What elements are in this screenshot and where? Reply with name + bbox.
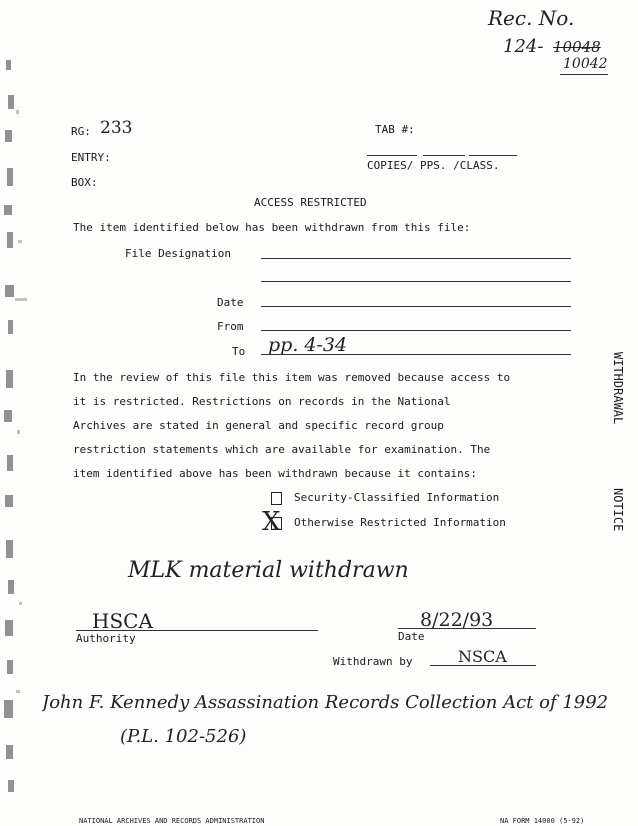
date-field-line bbox=[261, 306, 571, 307]
withdrawn-by-value: NSCA bbox=[458, 647, 507, 666]
rec-no-corrected: 10042 bbox=[563, 56, 608, 72]
security-classified-checkbox bbox=[271, 492, 282, 505]
access-restricted-title: ACCESS RESTRICTED bbox=[254, 196, 367, 209]
rg-label: RG: bbox=[71, 125, 91, 138]
authority-line bbox=[76, 630, 318, 631]
date-signed-line bbox=[398, 628, 536, 629]
pps-line bbox=[423, 155, 465, 156]
class-line bbox=[469, 155, 517, 156]
file-designation-label: File Designation bbox=[125, 247, 231, 260]
from-field-line bbox=[261, 330, 571, 331]
to-field-line bbox=[261, 354, 571, 355]
act-reference: John F. Kennedy Assassination Records Collection Act of 1992 bbox=[42, 692, 609, 713]
copies-pps-class-label: COPIES/ PPS. /CLASS. bbox=[367, 159, 500, 172]
otherwise-restricted-label: Otherwise Restricted Information bbox=[294, 516, 506, 529]
footer-agency: NATIONAL ARCHIVES AND RECORDS ADMINISTRATION bbox=[79, 817, 265, 825]
rg-value: 233 bbox=[100, 118, 133, 138]
paragraph-line-5: item identified above has been withdrawn because it contains: bbox=[73, 467, 477, 480]
from-field-label: From bbox=[217, 320, 244, 333]
copies-line bbox=[367, 155, 417, 156]
box-label: BOX: bbox=[71, 176, 98, 189]
to-field-value: pp. 4-34 bbox=[268, 334, 348, 356]
paragraph-line-2: it is restricted. Restrictions on records in the National bbox=[73, 395, 451, 408]
tab-label: TAB #: bbox=[375, 123, 415, 136]
rec-no-prefix: 124- bbox=[503, 36, 544, 57]
date-signed-label: Date bbox=[398, 630, 425, 643]
notice-stamp: NOTICE bbox=[611, 488, 625, 532]
withdrawn-by-line bbox=[430, 665, 536, 666]
scanned-edge-speckle bbox=[0, 0, 40, 826]
rec-no-struck: 10048 bbox=[553, 38, 601, 56]
date-field-label: Date bbox=[217, 296, 244, 309]
rec-no-label: Rec. No. bbox=[488, 6, 575, 30]
paragraph-line-1: In the review of this file this item was removed because access to bbox=[73, 371, 511, 384]
rec-no-underline bbox=[560, 74, 608, 75]
date-signed-value: 8/22/93 bbox=[420, 609, 494, 631]
footer-form-number: NA FORM 14000 (5-92) bbox=[500, 817, 585, 825]
file-designation-line-1 bbox=[261, 258, 571, 259]
authority-label: Authority bbox=[76, 632, 136, 645]
otherwise-restricted-check-mark: X bbox=[262, 507, 281, 537]
intro-text: The item identified below has been withdrawn from this file: bbox=[73, 221, 471, 234]
public-law-reference: (P.L. 102-526) bbox=[120, 726, 247, 747]
entry-label: ENTRY: bbox=[71, 151, 111, 164]
handwritten-note: MLK material withdrawn bbox=[128, 558, 409, 583]
authority-value: HSCA bbox=[92, 609, 153, 633]
paragraph-line-4: restriction statements which are available for examination. The bbox=[73, 443, 491, 456]
withdrawal-stamp: WITHDRAWAL bbox=[611, 352, 625, 425]
paragraph-line-3: Archives are stated in general and specific record group bbox=[73, 419, 444, 432]
withdrawn-by-label: Withdrawn by bbox=[333, 655, 413, 668]
file-designation-line-2 bbox=[261, 281, 571, 282]
to-field-label: To bbox=[232, 345, 246, 358]
security-classified-label: Security-Classified Information bbox=[294, 491, 500, 504]
